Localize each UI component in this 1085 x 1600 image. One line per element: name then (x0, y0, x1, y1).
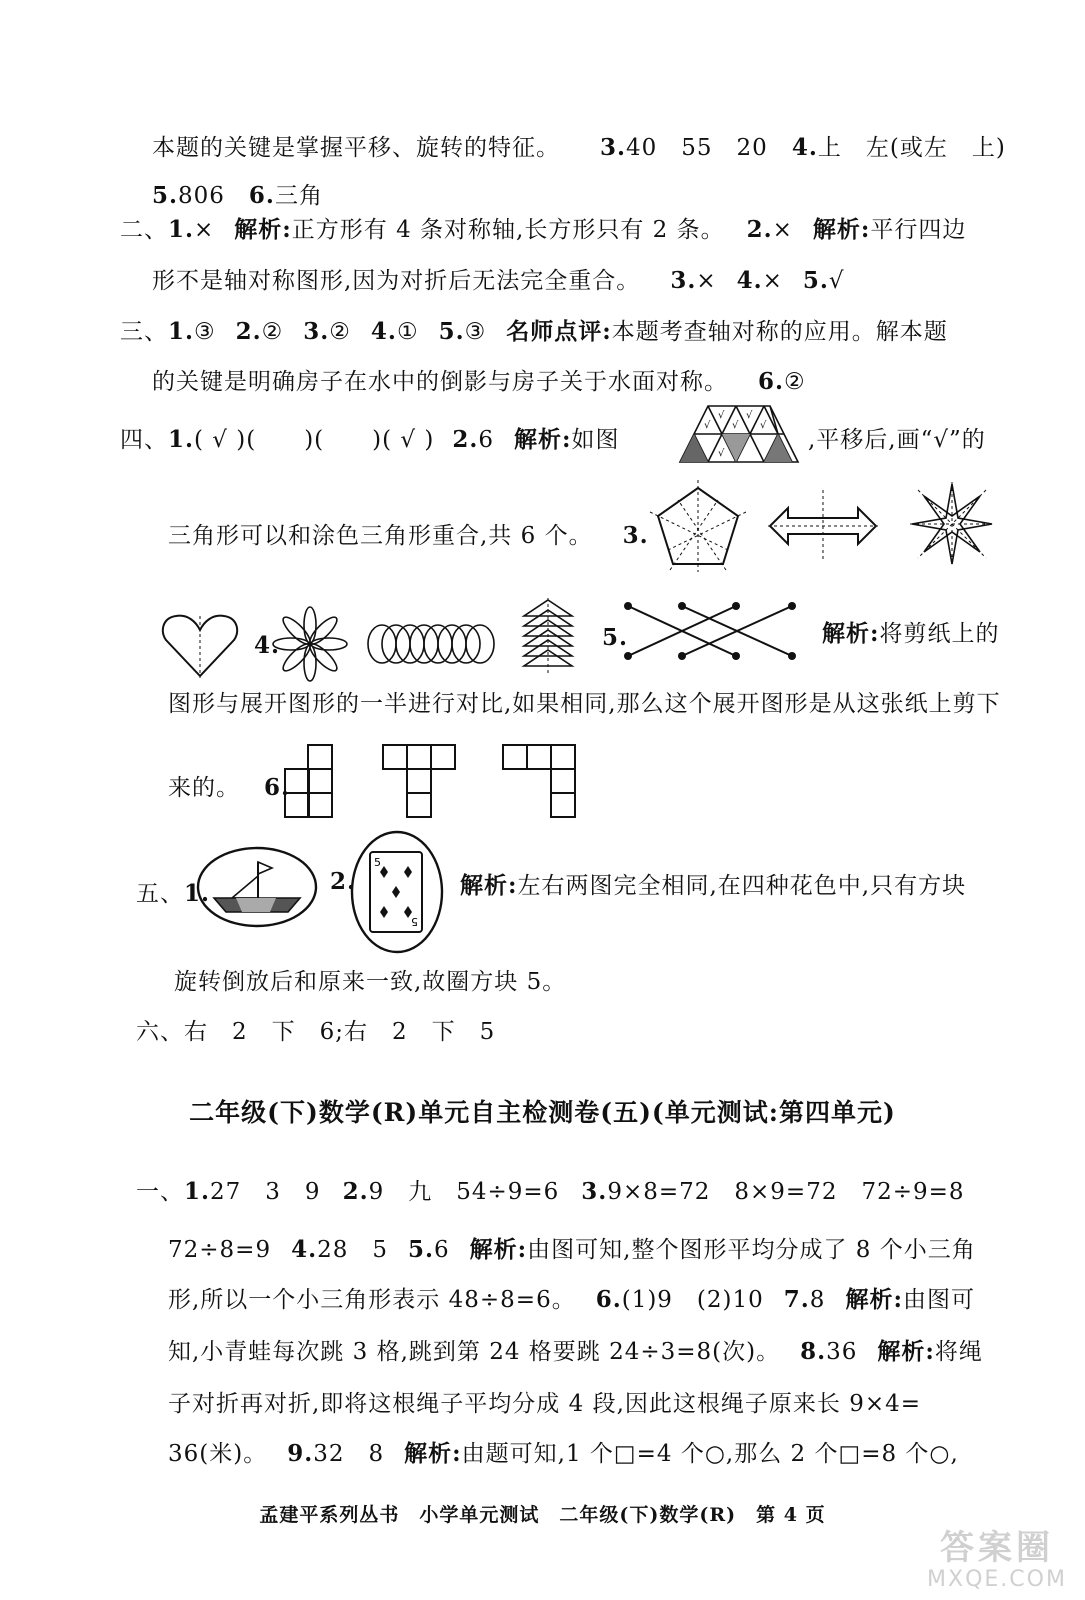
answer-line-17 (168, 1234, 976, 1266)
question-number: 3. (303, 318, 330, 345)
question-number: 4. (291, 1236, 318, 1263)
diamond-card-figure (350, 830, 444, 954)
answer: √ (828, 268, 845, 294)
analysis-label: 解析: (404, 1440, 462, 1467)
answer: 8 (809, 1287, 826, 1313)
analysis-label: 解析: (234, 216, 292, 243)
watermark-domain: MXQE.COM (927, 1567, 1067, 1592)
watermark-brand: 答案圈 (940, 1528, 1054, 1568)
answer: 上 左(或左 上) (817, 135, 1006, 161)
question-number: 3. (670, 267, 697, 294)
trapezoid-triangles-figure (678, 404, 800, 464)
question-number: 9. (287, 1440, 314, 1467)
cube-net-1-figure (284, 744, 334, 818)
stacked-triangles-figure (520, 598, 576, 674)
question-number: 4. (736, 267, 763, 294)
line-text: 子对折再对折,即将这根绳子平均分成 4 段,因此这根绳子原来长 9×4= (168, 1391, 921, 1417)
question-number: 1. (168, 318, 195, 345)
svg-text:√: √ (718, 448, 725, 459)
question-number: 2. (235, 318, 262, 345)
analysis-label: 解析: (812, 216, 871, 243)
line-text: 如图 (571, 427, 620, 453)
answer: ③ (464, 319, 487, 345)
svg-text:√: √ (718, 410, 725, 421)
answer: 9 九 54÷9=6 (368, 1179, 560, 1205)
line-text: 图形与展开图形的一半进行对比,如果相同,那么这个展开图形是从这张纸上剪下 (168, 691, 1001, 717)
question-number: 3. (581, 1178, 608, 1205)
answer-line-19 (168, 1336, 983, 1368)
question-number: 5. (802, 267, 829, 294)
section-marker: 三、 (120, 319, 168, 345)
answer: 72÷8=9 (168, 1237, 272, 1263)
rings-figure (366, 622, 496, 666)
section-marker: 二、 (120, 217, 168, 243)
answer: × (762, 268, 783, 294)
double-arrow-figure (768, 490, 878, 562)
analysis-label: 解析: (514, 426, 572, 453)
matching-lines-figure (620, 600, 800, 662)
svg-text:√: √ (760, 420, 767, 431)
line-text: 旋转倒放后和原来一致,故圈方块 5。 (174, 969, 567, 995)
answer: 三角 (274, 183, 323, 209)
line-text: 知,小青蛙每次跳 3 格,跳到第 24 格要跳 24÷3=8(次)。 (168, 1339, 781, 1365)
card-rank-top: 5 (374, 856, 381, 869)
question-number: 5. (438, 318, 465, 345)
svg-text:√: √ (704, 420, 711, 431)
line-text: 由题可知,1 个□=4 个○,那么 2 个□=8 个○, (461, 1441, 959, 1467)
answer: 9×8=72 8×9=72 72÷9=8 (607, 1179, 965, 1205)
card-rank-bottom: 5 (411, 915, 418, 928)
answer: 6 (434, 1237, 450, 1263)
analysis-label: 解析: (845, 1286, 903, 1313)
line-text: 平行四边 (870, 217, 967, 243)
answer: 36 (826, 1339, 858, 1365)
analysis-label: 解析: (822, 620, 880, 647)
page-footer: 孟建平系列丛书 小学单元测试 二年级(下)数学(R) 第 4 页 (259, 1504, 826, 1526)
answer: 6 (478, 427, 495, 453)
line-text: 本题的关键是掌握平移、旋转的特征。 (152, 135, 560, 161)
question-number: 3. (622, 522, 649, 549)
star-symmetry-figure (910, 482, 994, 566)
line-text: 由图可知,整个图形平均分成了 8 个小三角 (527, 1237, 976, 1263)
heart-figure (160, 612, 240, 678)
line-text: ,平移后,画“√”的 (808, 427, 986, 453)
line-text: 六、右 2 下 6;右 2 下 5 (136, 1019, 496, 1045)
answer-line-16 (136, 1176, 965, 1208)
line-text: 左右两图完全相同,在四种花色中,只有方块 (517, 873, 967, 899)
question-number: 6. (758, 368, 785, 395)
answer: ② (261, 319, 284, 345)
question-number: 2. (452, 426, 479, 453)
question-number: 5. (408, 1236, 435, 1263)
answer-line-13 (174, 966, 566, 998)
section-title: 二年级(下)数学(R)单元自主检测卷(五)(单元测试:第四单元) (189, 1098, 896, 1127)
answer-line-14 (136, 1016, 495, 1048)
flower-figure (272, 606, 348, 682)
answer: × (194, 217, 215, 243)
answer-line-6 (152, 366, 806, 398)
line-text: 本题考查轴对称的应用。解本题 (611, 319, 948, 345)
analysis-label: 解析: (460, 872, 518, 899)
teacher-comment-label: 名师点评: (506, 318, 612, 345)
question-number: 1. (168, 216, 195, 243)
answer-line-12c (460, 870, 966, 902)
answer-line-20 (168, 1388, 921, 1420)
analysis-label: 解析: (469, 1236, 528, 1263)
watermark-logo (917, 1528, 1077, 1594)
line-text: 三角形可以和涂色三角形重合,共 6 个。 (168, 523, 593, 549)
answer: ② (329, 319, 351, 345)
question-number: 6. (264, 774, 291, 801)
answer-line-3 (120, 214, 966, 246)
question-number: 4. (254, 632, 281, 659)
answer: 40 55 20 (626, 135, 768, 161)
answer-line-8 (168, 520, 649, 552)
analysis-label: 解析: (877, 1338, 935, 1365)
question-number: 4. (370, 318, 397, 345)
answer-line-7 (120, 424, 620, 456)
answer-line-5 (120, 316, 948, 348)
question-number: 7. (783, 1286, 810, 1313)
cube-net-2-figure (382, 744, 458, 818)
answer: 32 8 (313, 1441, 385, 1467)
line-text: 将剪纸上的 (879, 621, 1000, 647)
cube-net-3-figure (502, 744, 578, 818)
question-number: 1. (184, 880, 211, 907)
answer: 28 5 (317, 1237, 388, 1263)
section-marker: 四、 (120, 427, 168, 453)
answer-line-11 (168, 772, 290, 804)
question-number: 2. (330, 868, 357, 895)
answer-line-1 (152, 132, 1006, 164)
answer-line-9c (822, 618, 1000, 650)
line-text: 由图可 (902, 1287, 975, 1313)
svg-text:√: √ (746, 410, 753, 421)
question-number: 2. (746, 216, 773, 243)
question-number: 1. (168, 426, 195, 453)
question-number: 2. (342, 1178, 369, 1205)
answer: × (696, 268, 717, 294)
question-number: 8. (800, 1338, 827, 1365)
answer-line-21 (168, 1438, 959, 1470)
boat-figure (196, 846, 318, 928)
question-number: 6. (595, 1286, 622, 1313)
answer: 27 3 9 (210, 1179, 321, 1205)
section-marker: 五、 (136, 881, 184, 907)
answer: ① (396, 319, 419, 345)
answer-line-2 (152, 180, 323, 212)
answer: (1)9 (2)10 (621, 1287, 764, 1313)
pentagon-symmetry-figure (650, 480, 746, 572)
line-text: 正方形有 4 条对称轴,长方形只有 2 条。 (291, 217, 725, 243)
line-text: 的关键是明确房子在水中的倒影与房子关于水面对称。 (152, 369, 728, 395)
question-number: 3. (600, 134, 627, 161)
line-text: 形,所以一个小三角形表示 48÷8=6。 (168, 1287, 576, 1313)
question-number: 5. (152, 182, 179, 209)
answer: 806 (178, 183, 225, 209)
question-number: 6. (248, 182, 275, 209)
answer-line-4 (152, 265, 845, 297)
line-text: 来的。 (168, 775, 240, 801)
answer-line-7-tail (808, 424, 986, 456)
answer: × (772, 217, 793, 243)
line-text: 形不是轴对称图形,因为对折后无法完全重合。 (152, 268, 641, 294)
svg-text:√: √ (732, 420, 739, 431)
answer: ③ (194, 319, 216, 345)
answer-line-10 (168, 688, 1001, 720)
question-number: 5. (602, 624, 629, 651)
question-number: 4. (791, 134, 818, 161)
question-number: 1. (184, 1178, 211, 1205)
line-text: 36(米)。 (168, 1441, 268, 1467)
answer: ( √ )( )( )( √ ) (194, 427, 435, 453)
answer: ② (784, 369, 806, 395)
answer-line-18 (168, 1284, 975, 1316)
line-text: 将绳 (934, 1339, 983, 1365)
section-marker: 一、 (136, 1179, 184, 1205)
